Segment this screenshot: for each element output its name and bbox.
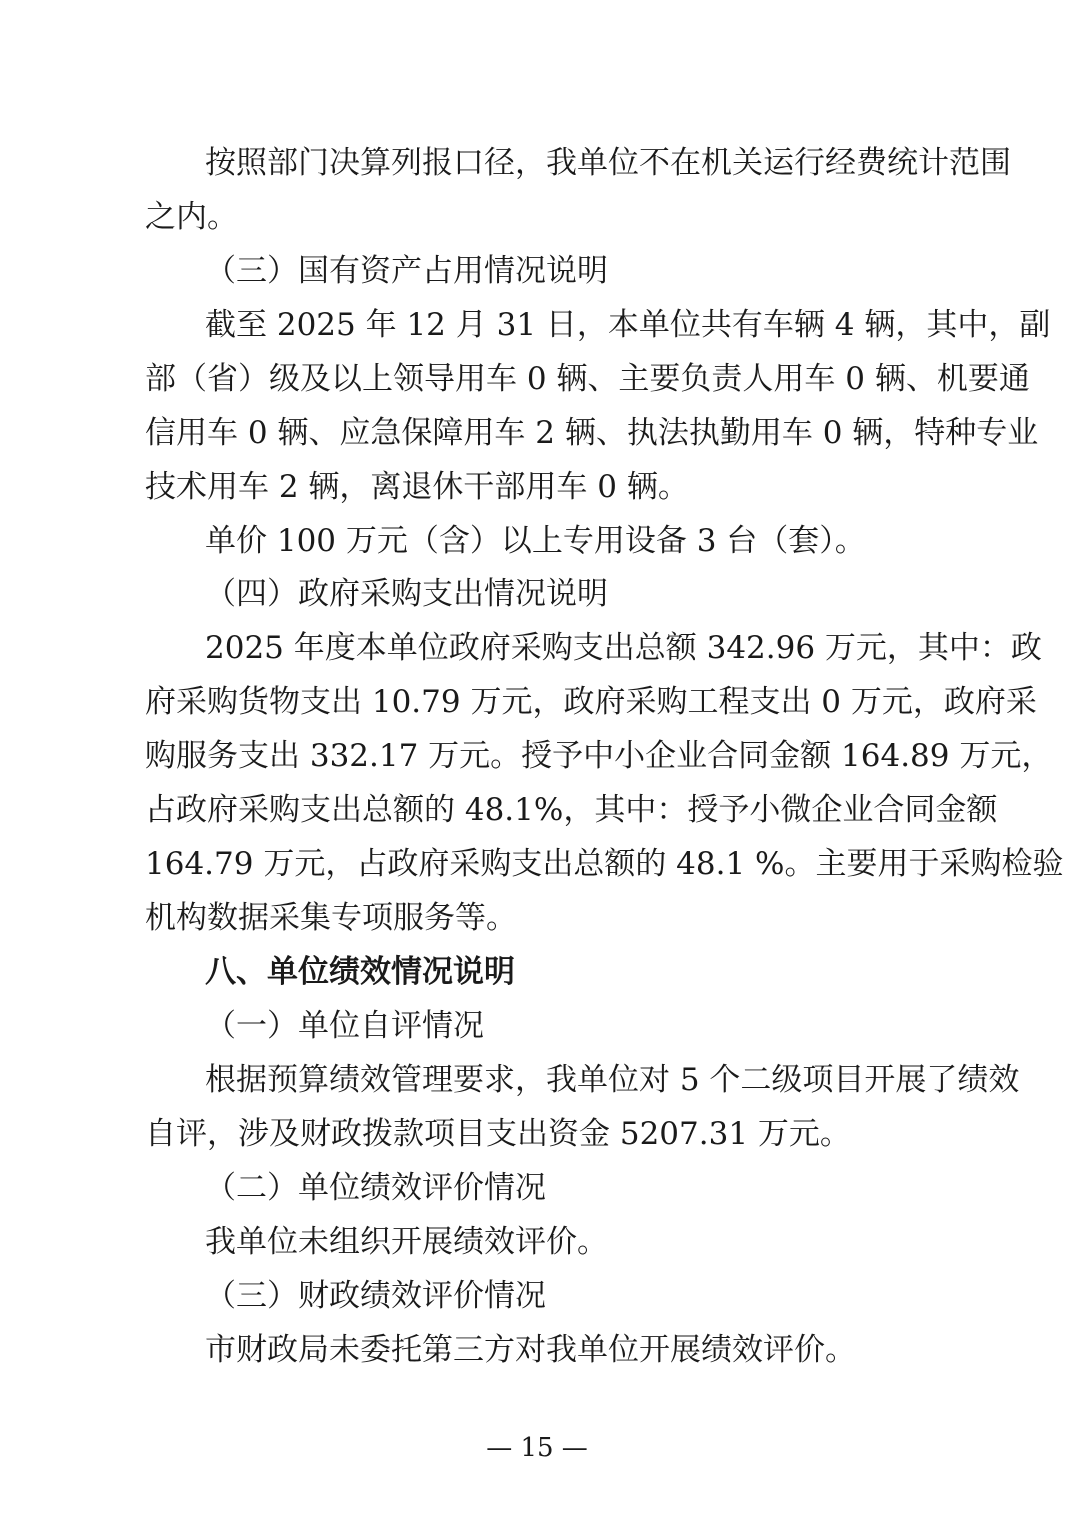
paragraph-line: 之内。 (145, 199, 238, 235)
subsection-heading-assets: （三）国有资产占用情况说明 (205, 253, 608, 289)
subsection-heading-fiscal-evaluation: （三）财政绩效评价情况 (205, 1278, 546, 1314)
paragraph-line: 按照部门决算列报口径，我单位不在机关运行经费统计范围 (205, 145, 1011, 181)
paragraph-line: 自评，涉及财政拨款项目支出资金 5207.31 万元。 (145, 1116, 851, 1152)
paragraph-line: 2025 年度本单位政府采购支出总额 342.96 万元，其中：政 (205, 630, 1042, 666)
paragraph-line: 市财政局未委托第三方对我单位开展绩效评价。 (205, 1332, 856, 1368)
subsection-heading-procurement: （四）政府采购支出情况说明 (205, 576, 608, 612)
paragraph-line: 截至 2025 年 12 月 31 日，本单位共有车辆 4 辆，其中，副 (205, 307, 1051, 343)
subsection-heading-self-evaluation: （一）单位自评情况 (205, 1008, 484, 1044)
paragraph-line: 信用车 0 辆、应急保障用车 2 辆、执法执勤用车 0 辆，特种专业 (145, 415, 1039, 451)
section-heading-performance: 八、单位绩效情况说明 (205, 954, 515, 990)
paragraph-line: 府采购货物支出 10.79 万元，政府采购工程支出 0 万元，政府采 (145, 684, 1037, 720)
paragraph-line: 占政府采购支出总额的 48.1%，其中：授予小微企业合同金额 (145, 792, 998, 828)
subsection-heading-unit-evaluation: （二）单位绩效评价情况 (205, 1170, 546, 1206)
paragraph-line: 部（省）级及以上领导用车 0 辆、主要负责人用车 0 辆、机要通 (145, 361, 1030, 397)
paragraph-line: 机构数据采集专项服务等。 (145, 900, 517, 936)
paragraph-line: 我单位未组织开展绩效评价。 (205, 1224, 608, 1260)
paragraph-line: 164.79 万元，占政府采购支出总额的 48.1 %。主要用于采购检验 (145, 846, 1064, 882)
paragraph-line: 购服务支出 332.17 万元。授予中小企业合同金额 164.89 万元， (145, 738, 1053, 774)
paragraph-line: 单价 100 万元（含）以上专用设备 3 台（套）。 (205, 523, 866, 559)
page-number: — 15 — (486, 1433, 588, 1463)
paragraph-line: 根据预算绩效管理要求，我单位对 5 个二级项目开展了绩效 (205, 1062, 1020, 1098)
paragraph-line: 技术用车 2 辆，离退休干部用车 0 辆。 (145, 469, 689, 505)
